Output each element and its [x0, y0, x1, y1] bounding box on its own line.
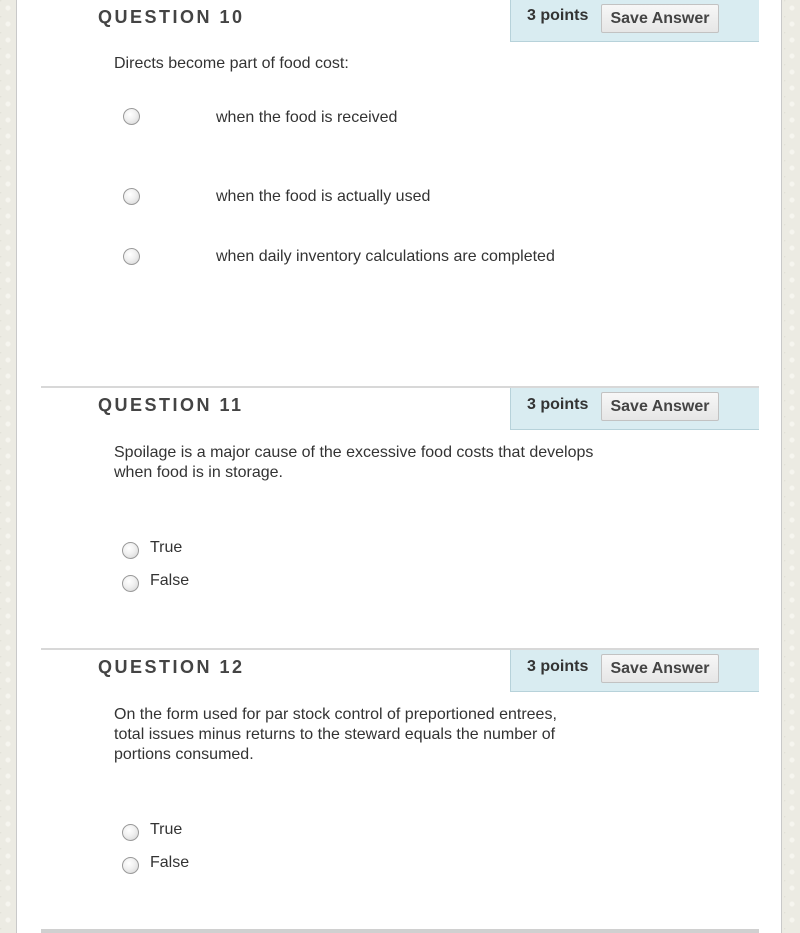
option-label: when the food is received	[216, 109, 398, 126]
question-divider	[41, 929, 759, 933]
question-title: QUESTION 11	[98, 395, 244, 415]
save-answer-button[interactable]: Save Answer	[601, 654, 719, 683]
radio-button[interactable]	[122, 857, 139, 874]
radio-button[interactable]	[123, 248, 140, 265]
question-10	[41, 0, 759, 388]
save-answer-button[interactable]: Save Answer	[601, 4, 719, 33]
points-label: 3 points	[527, 658, 589, 675]
question-title: QUESTION 10	[98, 7, 245, 27]
option-label: False	[150, 572, 190, 589]
radio-button[interactable]	[122, 542, 139, 559]
question-11	[41, 386, 759, 650]
option-label: False	[150, 854, 190, 871]
radio-button[interactable]	[122, 575, 139, 592]
question-12	[41, 648, 759, 928]
radio-button[interactable]	[123, 188, 140, 205]
question-text: Spoilage is a major cause of the excessive food costs that develops when food is in storage.	[114, 444, 594, 481]
question-text: On the form used for par stock control of preportioned entrees, total issues minus returns to the steward equals the number of portions consumed.	[114, 706, 557, 763]
option-label: True	[150, 821, 183, 838]
radio-button[interactable]	[122, 824, 139, 841]
points-label: 3 points	[527, 7, 589, 24]
question-text: Directs become part of food cost:	[114, 55, 349, 72]
points-label: 3 points	[527, 396, 589, 413]
option-label: True	[150, 539, 183, 556]
quiz-panel	[16, 0, 782, 933]
question-title: QUESTION 12	[98, 657, 245, 677]
save-answer-button[interactable]: Save Answer	[601, 392, 719, 421]
radio-button[interactable]	[123, 108, 140, 125]
option-label: when the food is actually used	[216, 188, 431, 205]
points-box	[510, 388, 759, 430]
option-label: when daily inventory calculations are completed	[216, 248, 555, 265]
points-box	[510, 650, 759, 692]
points-box	[510, 0, 759, 42]
